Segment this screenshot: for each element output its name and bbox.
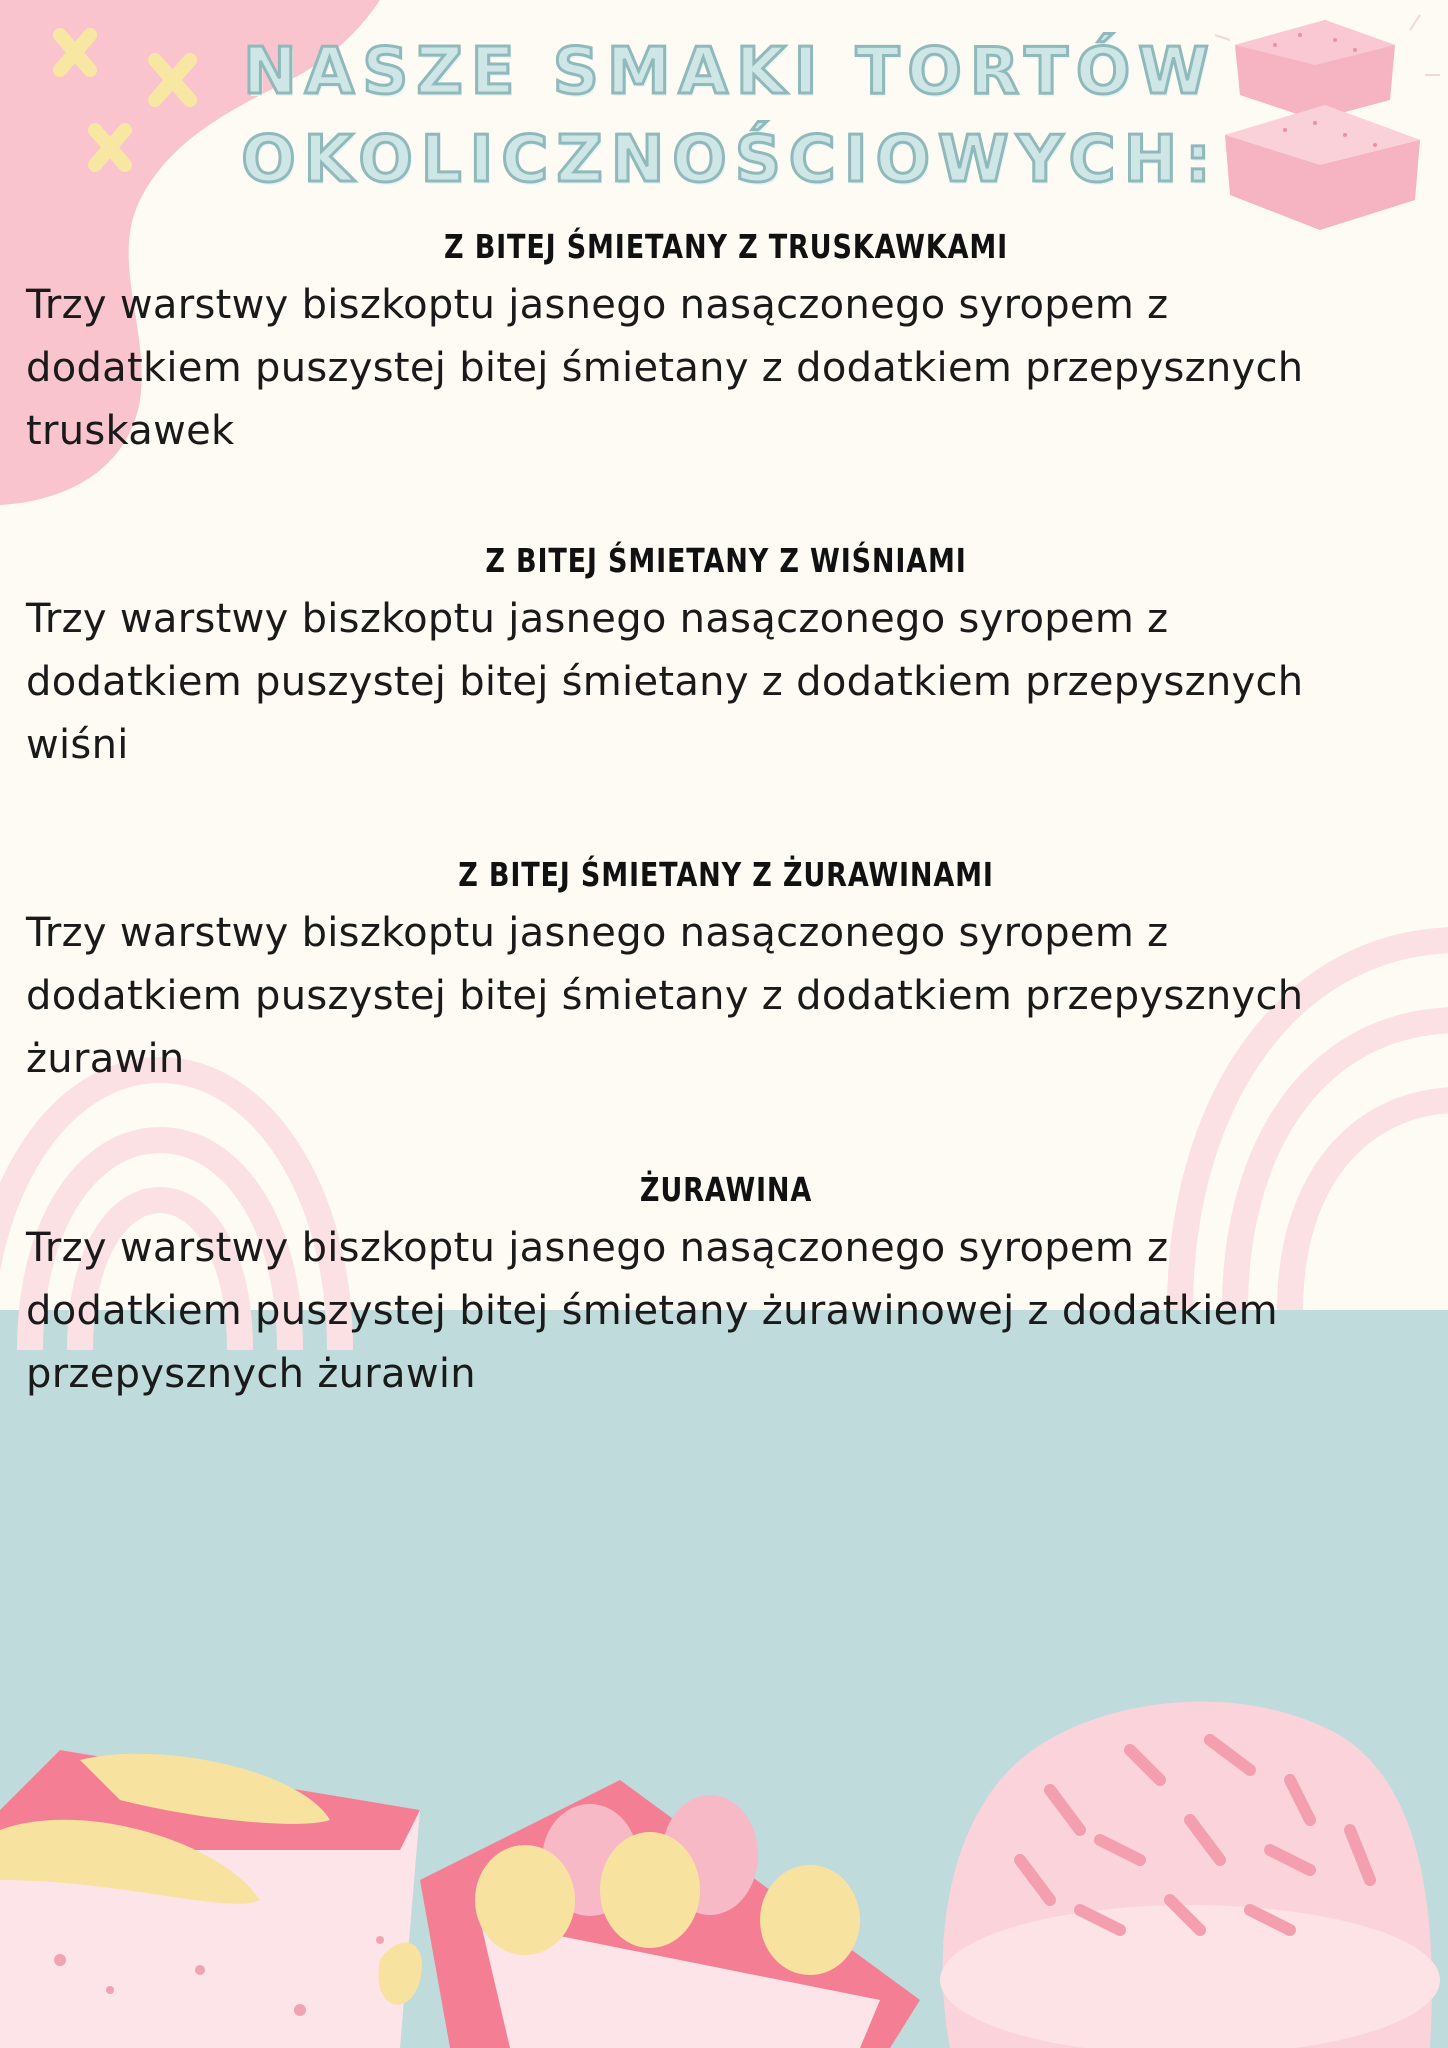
- description-line: dodatkiem puszystej bitej śmietany z dodatkiem przepysznych: [26, 973, 1304, 1019]
- description-line: dodatkiem puszystej bitej śmietany z dodatkiem przepysznych: [26, 345, 1304, 391]
- description-line: wiśni: [26, 722, 129, 768]
- strawberry-cake-illustration: [410, 1770, 930, 2048]
- flavor-heading: ŻURAWINA: [639, 1170, 813, 1209]
- sprinkle-cake-illustration: [930, 1680, 1448, 2048]
- flavor-description: [26, 274, 1426, 463]
- flavor-section-wisnie: [26, 536, 1426, 777]
- flavor-section-zurawina: [26, 1165, 1426, 1406]
- title-line-2: OKOLICZNOŚCIOWYCH:: [241, 123, 1219, 197]
- description-line: Trzy warstwy biszkoptu jasnego nasączonego syropem z: [26, 1225, 1169, 1271]
- cake-slices-icon: [1205, 5, 1445, 245]
- sparkle-icon: [40, 20, 220, 190]
- flavor-description: [26, 588, 1426, 777]
- page-title: [240, 28, 1220, 204]
- cake-slice-illustration: [0, 1730, 440, 2048]
- description-line: żurawin: [26, 1036, 185, 1082]
- flavor-heading: Z BITEJ ŚMIETANY Z WIŚNIAMI: [485, 541, 967, 580]
- flavor-description: [26, 1217, 1426, 1406]
- description-line: Trzy warstwy biszkoptu jasnego nasączonego syropem z: [26, 282, 1169, 328]
- flavor-heading: Z BITEJ ŚMIETANY Z TRUSKAWKAMI: [444, 227, 1008, 266]
- description-line: Trzy warstwy biszkoptu jasnego nasączonego syropem z: [26, 596, 1169, 642]
- description-line: Trzy warstwy biszkoptu jasnego nasączonego syropem z: [26, 910, 1169, 956]
- flavor-heading: Z BITEJ ŚMIETANY Z ŻURAWINAMI: [458, 855, 994, 894]
- flavor-section-zurawiny: [26, 850, 1426, 1091]
- description-line: dodatkiem puszystej bitej śmietany z dodatkiem przepysznych: [26, 659, 1304, 705]
- description-line: przepysznych żurawin: [26, 1351, 476, 1397]
- title-line-1: NASZE SMAKI TORTÓW: [243, 35, 1217, 109]
- flavor-section-truskawki: [26, 222, 1426, 463]
- description-line: truskawek: [26, 408, 235, 454]
- description-line: dodatkiem puszystej bitej śmietany żurawinowej z dodatkiem: [26, 1288, 1278, 1334]
- flavor-description: [26, 902, 1426, 1091]
